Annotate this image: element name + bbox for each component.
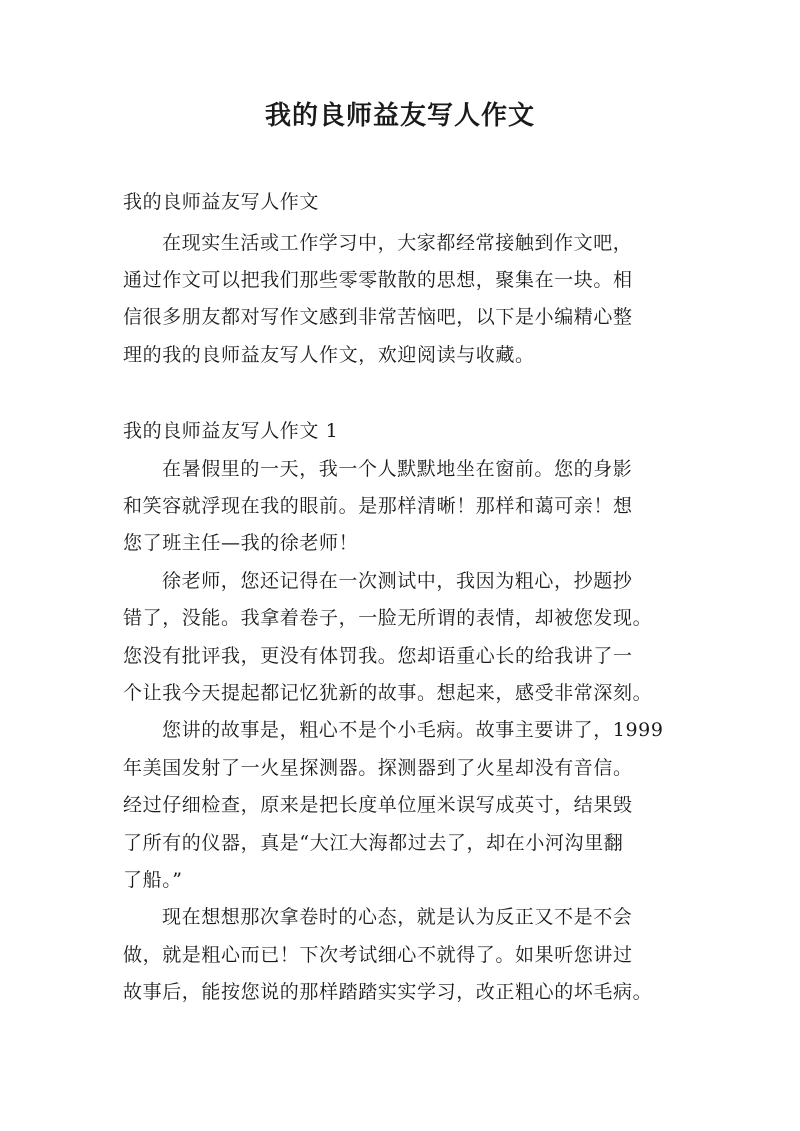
- paragraph-line: 理的我的良师益友写人作文，欢迎阅读与收藏。: [123, 344, 535, 366]
- paragraph-line: 年美国发射了一火星探测器。探测器到了火星却没有音信。: [123, 757, 633, 779]
- paragraph-line: 错了，没能。我拿着卷子，一脸无所谓的表情，却被您发现。: [123, 607, 653, 629]
- paragraph-line: 在现实生活或工作学习中，大家都经常接触到作文吧，: [162, 232, 633, 254]
- document-title: 我的良师益友写人作文: [264, 101, 535, 131]
- paragraph-line: 个让我今天提起都记忆犹新的故事。想起来，感受非常深刻。: [123, 682, 653, 704]
- paragraph-line: 经过仔细检查，原来是把长度单位厘米误写成英寸，结果毁: [123, 794, 633, 816]
- paragraph-line: 您讲的故事是，粗心不是个小毛病。故事主要讲了，1999: [162, 719, 664, 741]
- paragraph-line: 做，就是粗心而已！下次考试细心不就得了。如果听您讲过: [123, 944, 633, 966]
- paragraph-line: 了船。”: [123, 869, 183, 891]
- paragraph-line: 您了班主任—我的徐老师！: [123, 532, 359, 554]
- paragraph-line: 和笑容就浮现在我的眼前。是那样清晰！那样和蔼可亲！想: [123, 495, 633, 517]
- paragraph-line: 徐老师，您还记得在一次测试中，我因为粗心，抄题抄: [162, 570, 633, 592]
- paragraph-line: 通过作文可以把我们那些零零散散的思想，聚集在一块。相: [123, 269, 633, 291]
- paragraph-line: 故事后，能按您说的那样踏踏实实学习，改正粗心的坏毛病。: [123, 981, 653, 1003]
- paragraph-line: 现在想想那次拿卷时的心态，就是认为反正又不是不会: [162, 906, 633, 928]
- section-heading: 我的良师益友写人作文 1: [123, 420, 339, 442]
- paragraph-line: 信很多朋友都对写作文感到非常苦恼吧，以下是小编精心整: [123, 306, 633, 328]
- paragraph-line: 您没有批评我，更没有体罚我。您却语重心长的给我讲了一: [123, 645, 633, 667]
- paragraph-line: 了所有的仪器，真是“大江大海都过去了，却在小河沟里翻: [123, 832, 624, 854]
- section-heading: 我的良师益友写人作文: [123, 191, 320, 213]
- paragraph-line: 在暑假里的一天，我一个人默默地坐在窗前。您的身影: [162, 458, 633, 480]
